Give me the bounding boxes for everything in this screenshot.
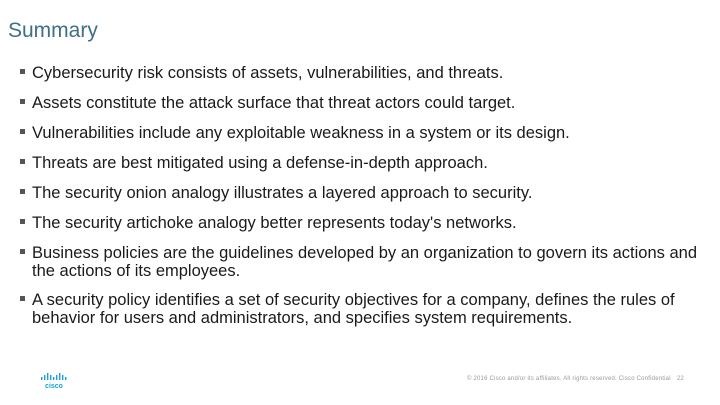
bullet-list — [20, 64, 710, 339]
bullet-marker-icon — [20, 189, 25, 194]
logo-text: cisco — [45, 383, 63, 390]
bullet-item — [20, 291, 710, 327]
bullet-marker-icon — [20, 296, 25, 301]
bullet-text: The security artichoke analogy better represents today's networks. — [32, 214, 517, 232]
bullet-item — [20, 154, 710, 172]
slide-title: Summary — [8, 19, 98, 42]
page-number: 22 — [677, 376, 684, 382]
bullet-text: Cybersecurity risk consists of assets, vulnerabilities, and threats. — [32, 64, 504, 82]
bullet-marker-icon — [20, 219, 25, 224]
bullet-marker-icon — [20, 249, 25, 254]
slide-footer — [0, 370, 720, 392]
bullet-text: The security onion analogy illustrates a layered approach to security. — [32, 184, 533, 202]
bullet-text: Threats are best mitigated using a defense-in-depth approach. — [32, 154, 488, 172]
bullet-item — [20, 214, 710, 232]
bullet-item — [20, 124, 710, 142]
cisco-logo-icon — [40, 372, 68, 390]
copyright-text: © 2016 Cisco and/or its affiliates. All rights reserved. Cisco Confidential — [467, 376, 671, 382]
bullet-marker-icon — [20, 69, 25, 74]
bullet-item — [20, 94, 710, 112]
bullet-marker-icon — [20, 99, 25, 104]
bullet-item — [20, 64, 710, 82]
bullet-item — [20, 184, 710, 202]
bullet-text: Vulnerabilities include any exploitable weakness in a system or its design. — [32, 124, 570, 142]
bullet-marker-icon — [20, 129, 25, 134]
bullet-text: A security policy identifies a set of security objectives for a company, defines the rules of behavior for users and administrators, and specifies system requirements. — [32, 291, 675, 327]
bullet-item — [20, 244, 710, 280]
bullet-text: Assets constitute the attack surface that threat actors could target. — [32, 94, 516, 112]
bullet-text: Business policies are the guidelines developed by an organization to govern its actions and the actions of its employees. — [32, 244, 698, 280]
bullet-marker-icon — [20, 159, 25, 164]
